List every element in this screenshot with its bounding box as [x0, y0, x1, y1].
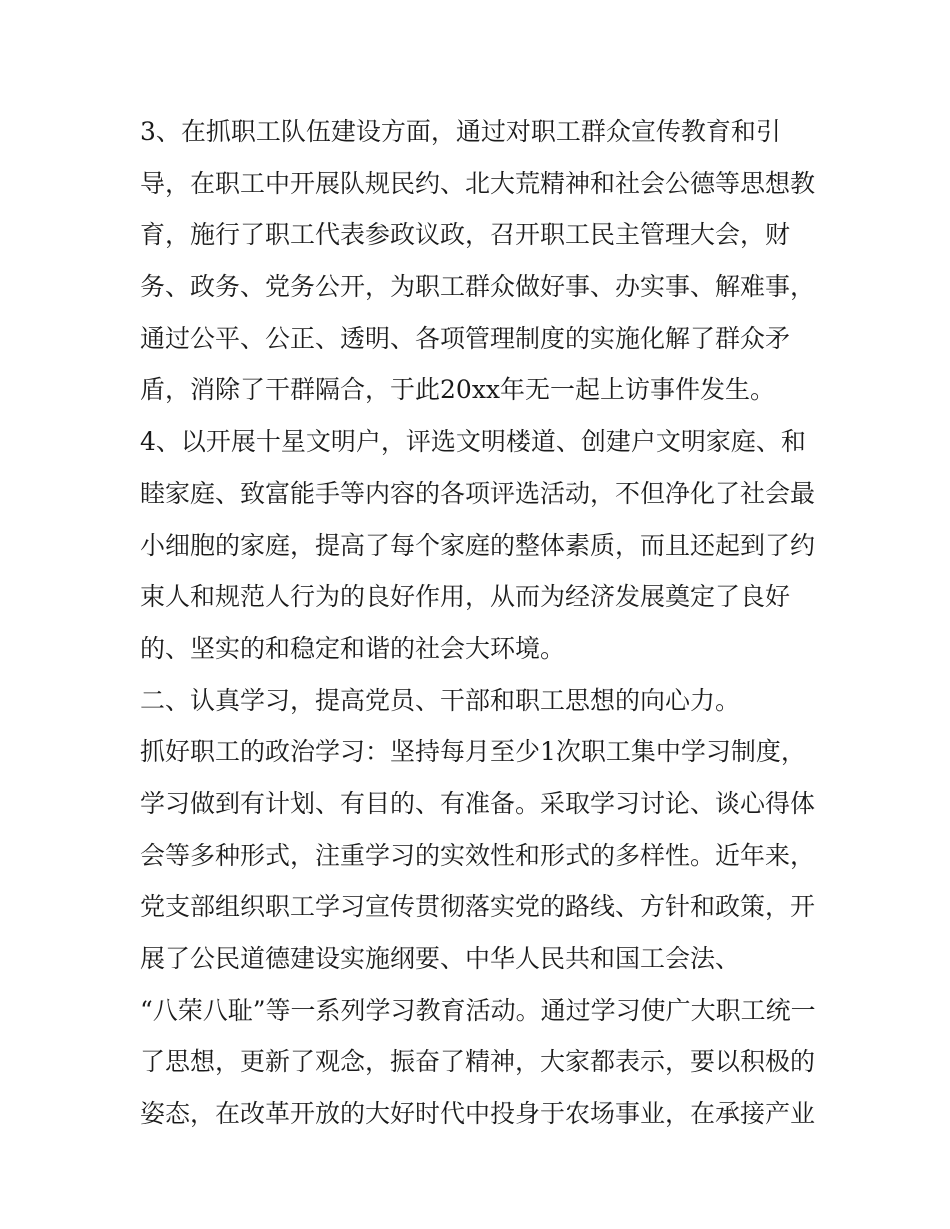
document-body — [140, 106, 820, 1140]
text-line: 小细胞的家庭，提高了每个家庭的整体素质，而且还起到了约 — [140, 530, 816, 560]
text-line: 了思想，更新了观念，振奋了精神，大家都表示，要以积极的 — [140, 1047, 816, 1077]
text-line: 姿态，在改革开放的大好时代中投身于农场事业，在承接产业 — [140, 1099, 816, 1129]
text-line: 育，施行了职工代表参政议政，召开职工民主管理大会，财 — [140, 220, 791, 250]
text-line: 的、坚实的和稳定和谐的社会大环境。 — [140, 633, 566, 663]
text-line: “八荣八耻”等一系列学习教育活动。通过学习使广大职工统一 — [140, 995, 816, 1025]
text-line: 通过公平、公正、透明、各项管理制度的实施化解了群众矛 — [140, 323, 791, 353]
text-line: 导，在职工中开展队规民约、北大荒精神和社会公德等思想教 — [140, 168, 816, 198]
text-line: 会等多种形式，注重学习的实效性和形式的多样性。近年来， — [140, 840, 816, 870]
text-line: 睦家庭、致富能手等内容的各项评选活动，不但净化了社会最 — [140, 478, 816, 508]
text-line: 束人和规范人行为的良好作用，从而为经济发展奠定了良好 — [140, 582, 791, 612]
text-line: 学习做到有计划、有目的、有准备。采取学习讨论、谈心得体 — [140, 788, 816, 818]
text-line: 3、在抓职工队伍建设方面，通过对职工群众宣传教育和引 — [140, 117, 781, 146]
text-line: 展了公民道德建设实施纲要、中华人民共和国工会法、 — [140, 944, 741, 973]
text-line: 党支部组织职工学习宣传贯彻落实党的路线、方针和政策，开 — [140, 892, 816, 922]
text-line: 盾，消除了干群隔合，于此20xx年无一起上访事件发生。 — [140, 375, 776, 405]
text-line: 4、以开展十星文明户，评选文明楼道、创建户文明家庭、和 — [140, 427, 806, 457]
section-heading: 二、认真学习，提高党员、干部和职工思想的向心力。 — [140, 685, 741, 715]
text-line: 务、政务、党务公开，为职工群众做好事、办实事、解难事， — [140, 272, 816, 302]
text-line: 抓好职工的政治学习：坚持每月至少1次职工集中学习制度， — [140, 737, 806, 767]
